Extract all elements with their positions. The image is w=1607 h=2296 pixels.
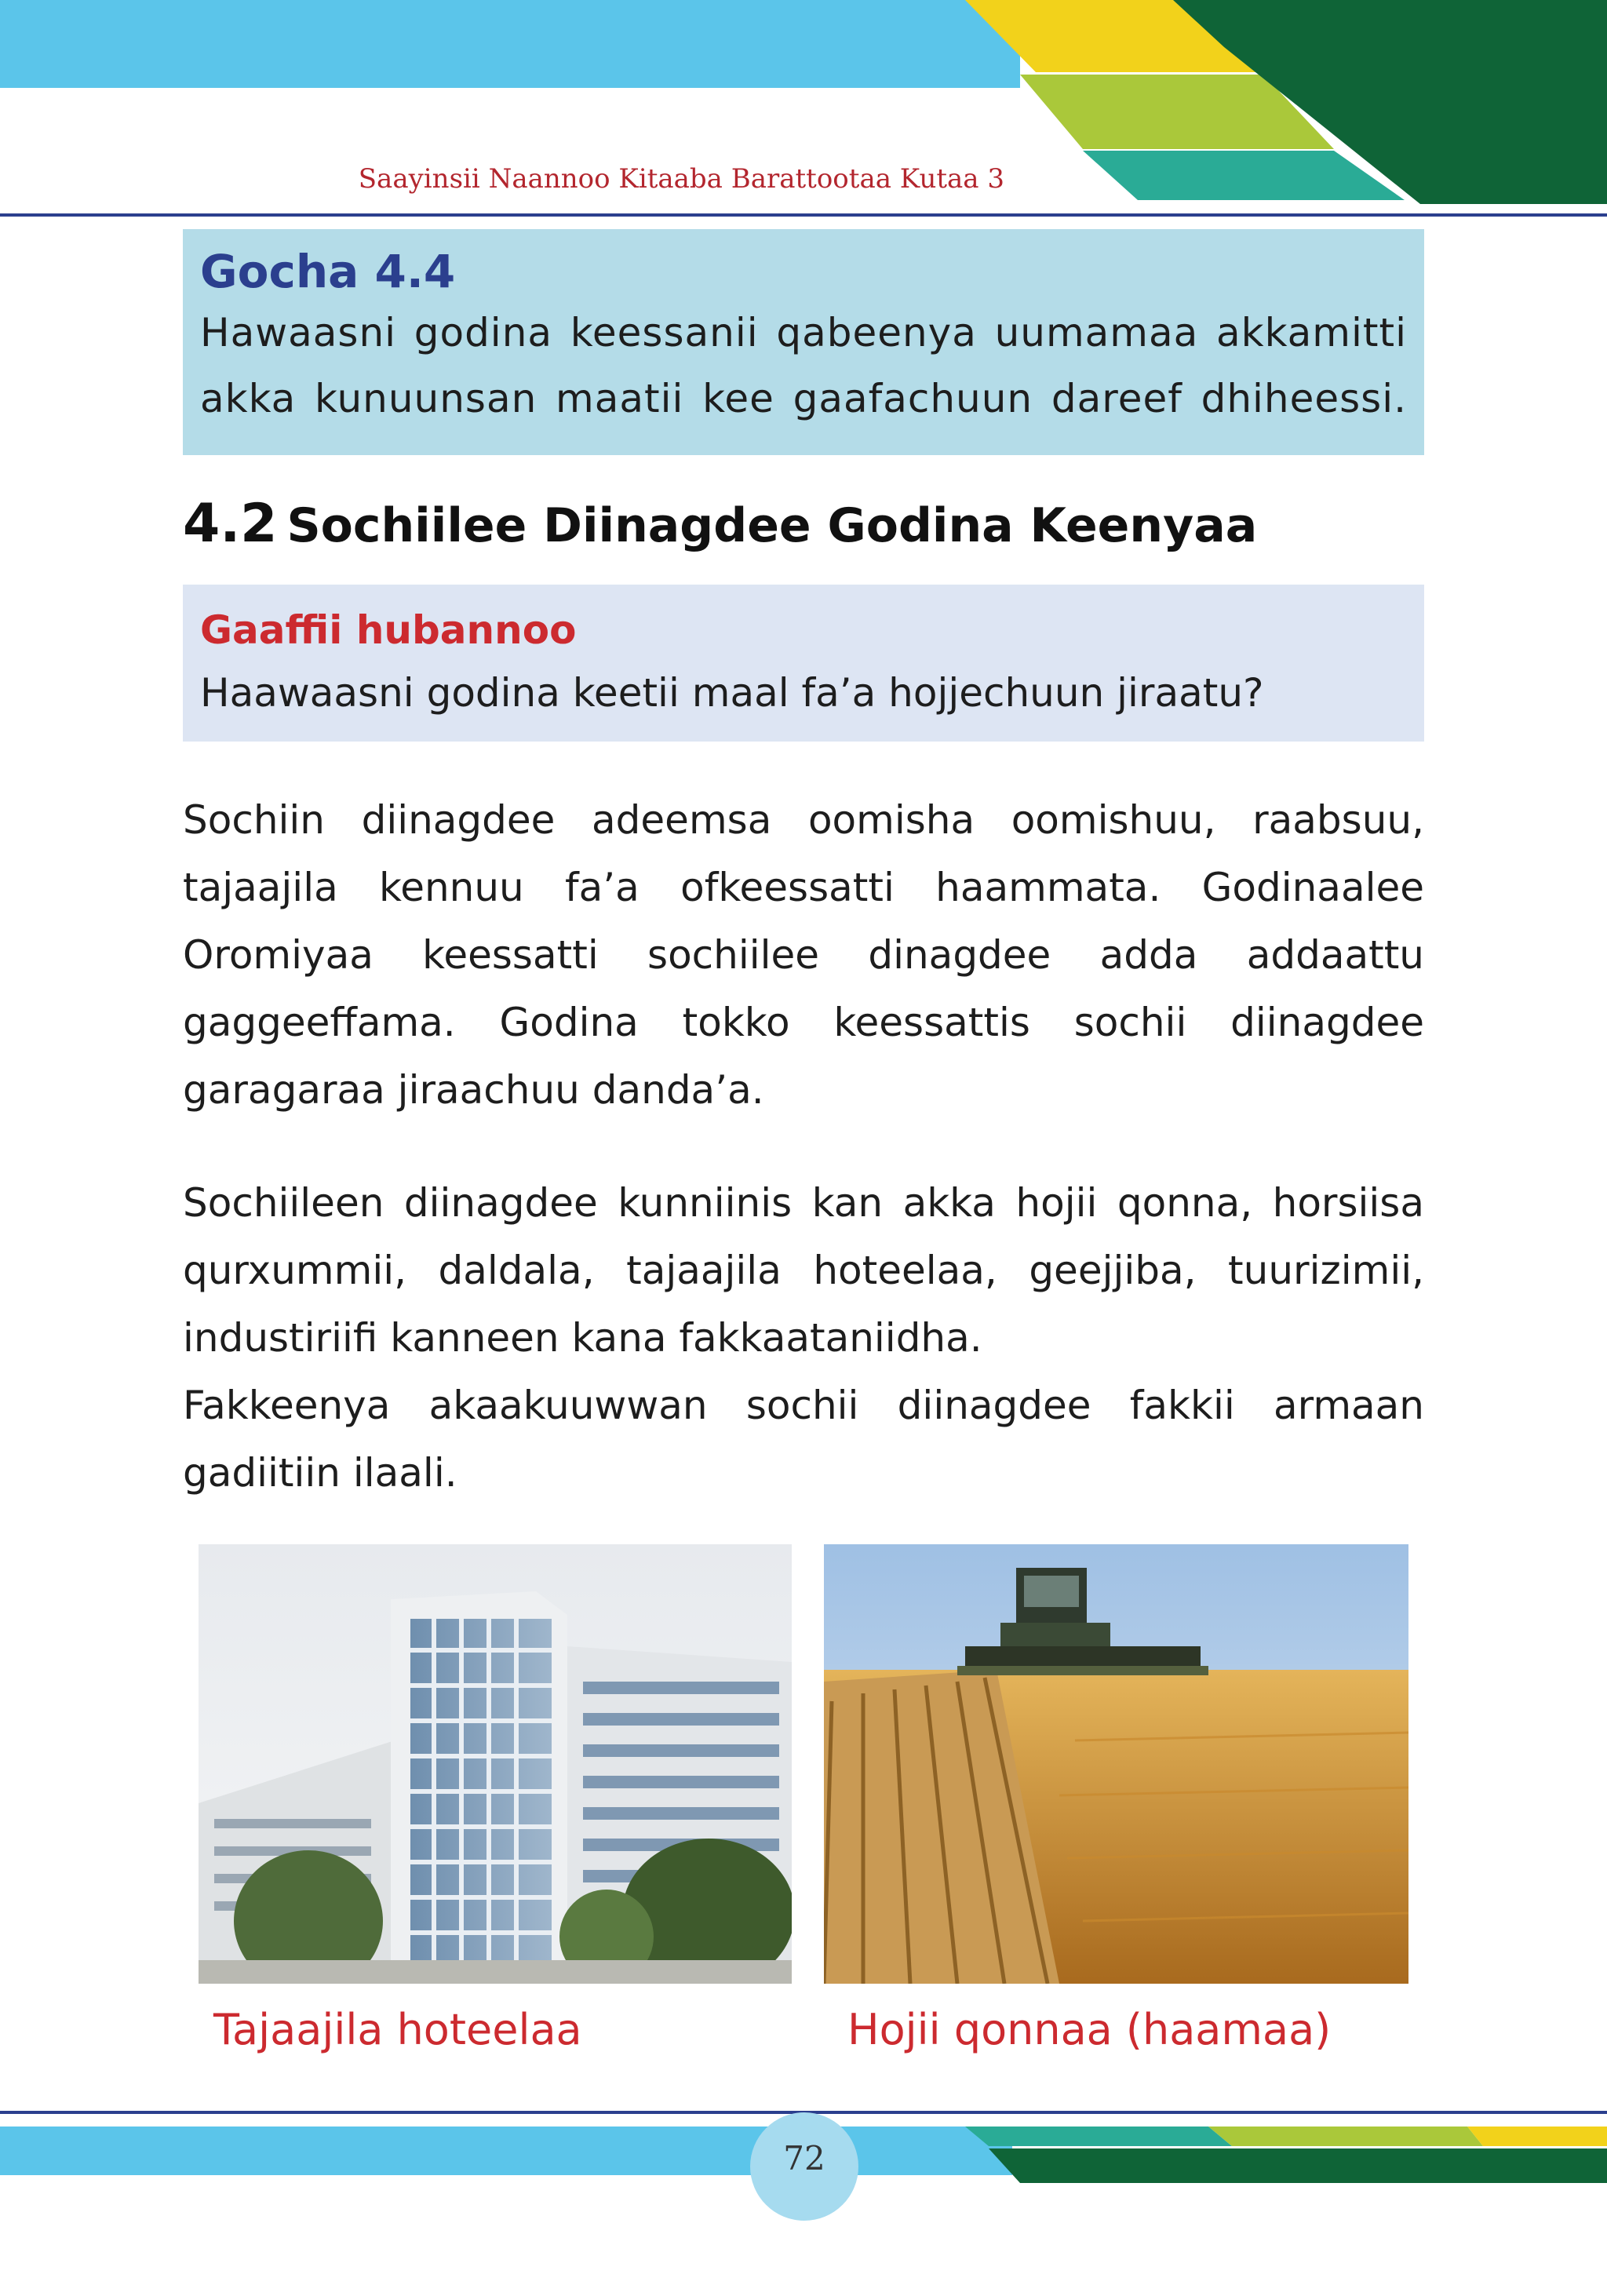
harvest-caption: Hojii qonnaa (haamaa)	[847, 2005, 1332, 2054]
body-paragraph: Sochiileen diinagdee kunniinis kan akka hojii qonna, horsiisa qurxummii, daldala, tajaajila hoteelaa, geejjiba, tuurizimii, industiriifi kanneen kana fakkaataniidha.	[183, 1180, 1424, 1361]
body-paragraph-group	[183, 1169, 1424, 1507]
page-number: 72	[750, 2112, 858, 2221]
running-title: Saayinsii Naannoo Kitaaba Barattootaa Kutaa 3	[358, 163, 1004, 195]
section-number: 4.2	[183, 493, 278, 555]
question-title: Gaaffii hubannoo	[200, 607, 577, 653]
question-box	[183, 585, 1424, 742]
activity-box	[183, 229, 1424, 455]
body-paragraph: Fakkeenya akaakuuwwan sochii diinagdee fakkii armaan gadiitiin ilaali.	[183, 1383, 1424, 1496]
section-heading	[183, 493, 1257, 555]
activity-text: Hawaasni godina keessanii qabeenya uumamaa akkamitti akka kunuunsan maatii kee gaafachuun dareef dhiheessi.	[200, 310, 1407, 421]
section-title: Sochiilee Diinagdee Godina Keenyaa	[286, 498, 1258, 553]
body-paragraph: Sochiin diinagdee adeemsa oomisha oomishuu, raabsuu, tajaajila kennuu fa’a ofkeessatti haammata. Godinaalee Oromiyaa keessatti sochiilee dinagdee adda addaattu gaggeeffama. Godina tokko keessattis sochii diinagdee garagaraa jiraachuu danda’a.	[183, 797, 1424, 1113]
question-text: Haawaasni godina keetii maal fa’a hojjechuun jiraatu?	[200, 670, 1264, 716]
hotel-photo	[199, 1544, 792, 1984]
activity-title: Gocha 4.4	[200, 245, 456, 298]
harvest-photo	[824, 1544, 1408, 1984]
hotel-caption: Tajaajila hoteelaa	[213, 2005, 582, 2054]
